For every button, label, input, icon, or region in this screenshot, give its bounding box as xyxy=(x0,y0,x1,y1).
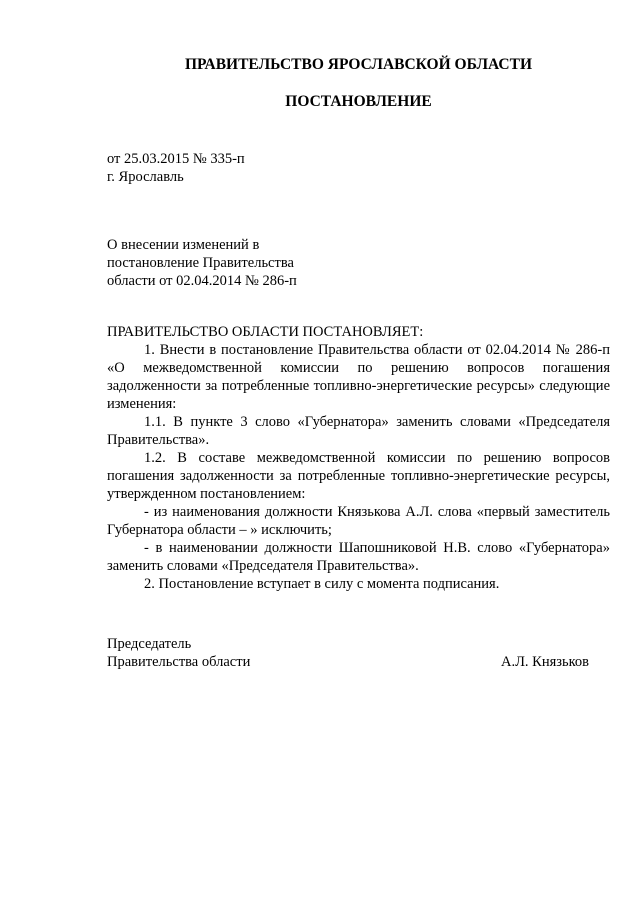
paragraph-2: 2. Постановление вступает в силу с момента подписания. xyxy=(144,576,500,592)
signatory-position: Председатель xyxy=(107,636,192,652)
organization-title: ПРАВИТЕЛЬСТВО ЯРОСЛАВСКОЙ ОБЛАСТИ xyxy=(184,56,533,73)
subject-line: области от 02.04.2014 № 286-п xyxy=(107,273,297,289)
paragraph-1: 1. Внести в постановление Правительства области от 02.04.2014 № 286-п «О межведомственной комиссии по решению вопросов погашения задолженности за потребленные топливно-энергетические ресурсы» следующие изменения: xyxy=(107,342,610,412)
document-type-title: ПОСТАНОВЛЕНИЕ xyxy=(285,93,432,110)
document-city: г. Ярославль xyxy=(107,169,184,185)
signature-row-1 xyxy=(107,635,589,653)
document-subject xyxy=(107,236,297,290)
signature-row-2 xyxy=(107,653,589,671)
decree-intro: ПРАВИТЕЛЬСТВО ОБЛАСТИ ПОСТАНОВЛЯЕТ: xyxy=(107,324,424,340)
paragraph-1-1: 1.1. В пункте 3 слово «Губернатора» заменить словами «Председателя Правительства». xyxy=(107,414,610,448)
document-date-number: от 25.03.2015 № 335-п xyxy=(107,151,245,167)
paragraph-1-2: 1.2. В составе межведомственной комиссии по решению вопросов погашения задолженности за потребленные топливно-энергетические ресурсы, утвержденном постановлением: xyxy=(107,450,610,502)
document-body xyxy=(107,323,610,593)
subject-line: О внесении изменений в xyxy=(107,237,260,253)
amendment-item-2: - в наименовании должности Шапошниковой Н.В. слово «Губернатора» заменить словами «Председателя Правительства». xyxy=(107,540,610,574)
subject-line: постановление Правительства xyxy=(107,255,294,271)
amendment-item-1: - из наименования должности Князькова А.Л. слова «первый заместитель Губернатора области – » исключить; xyxy=(107,504,610,538)
signatory-position: Правительства области xyxy=(107,654,251,670)
document-meta xyxy=(107,150,245,186)
signatory-name: А.Л. Князьков xyxy=(500,654,589,670)
signature-block xyxy=(107,635,589,671)
